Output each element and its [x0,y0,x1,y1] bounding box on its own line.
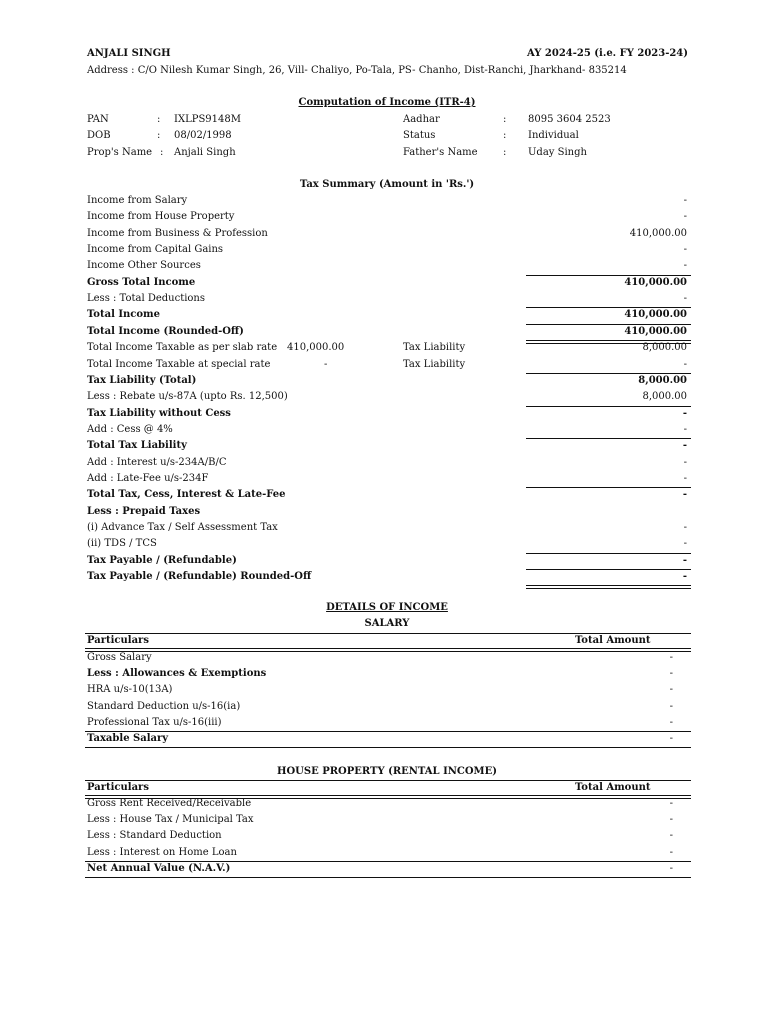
summary-row-value: - [683,423,687,435]
summary-row-value: - [682,440,687,452]
summary-row-value: - [682,407,687,419]
table-row-label: Professional Tax u/s-16(iii) [87,716,222,728]
summary-row-value: - [682,554,687,566]
summary-row-label: Add : Late-Fee u/s-234F [87,472,209,484]
prop-name-colon: : [160,147,164,158]
summary-row-taxable-amount: - [324,358,328,370]
status-label: Status [403,130,436,141]
summary-row [87,228,687,244]
summary-row-label: Income Other Sources [87,260,201,272]
summary-row-value: - [683,456,687,468]
summary-row-label: Tax Liability without Cess [87,407,231,419]
summary-row-label: Less : Prepaid Taxes [87,505,201,517]
summary-row-value: - [683,195,687,206]
summary-row-value: - [683,293,687,305]
table-row [87,830,687,846]
table-row-label: HRA u/s-10(13A) [87,684,173,696]
summary-row [87,457,687,473]
table-row-label: Less : Interest on Home Loan [87,846,237,858]
summary-row-label: Income from Salary [87,195,188,206]
father-name-label: Father's Name [403,147,478,158]
table-row-value: - [669,700,673,712]
salary-title: SALARY [364,618,410,629]
table-row-value: - [669,668,673,680]
summary-row-label: Total Income (Rounded-Off) [87,325,244,337]
table-row-label: Standard Deduction u/s-16(ia) [87,700,241,712]
summary-row-label: Income from House Property [87,211,235,223]
table-row [87,798,687,814]
summary-row [87,342,687,358]
table-row-value: - [669,652,673,663]
summary-row-value: 410,000.00 [624,309,687,321]
tax-summary-title: Tax Summary (Amount in 'Rs.') [299,179,475,190]
assessment-year: AY 2024-25 (i.e. FY 2023-24) [527,48,688,59]
summary-row [87,489,687,505]
summary-row-label: (i) Advance Tax / Self Assessment Tax [87,522,278,533]
summary-row [87,522,687,538]
summary-row [87,506,687,522]
pan-value: IXLPS9148M [174,114,241,125]
summary-row-value: 8,000.00 [638,374,687,386]
summary-row-label: Tax Liability (Total) [87,374,197,386]
summary-row [87,211,687,227]
summary-row [87,277,687,293]
address: Address : C/O Nilesh Kumar Singh, 26, Vill- Chaliyo, Po-Tala, PS- Chanho, Dist-Ranchi, Jharkhand- 835214 [87,65,627,76]
salary-col-amount: Total Amount [575,635,651,646]
status-colon: : [503,130,507,141]
summary-row-value: 410,000.00 [624,276,687,288]
table-row-value: - [669,798,673,809]
summary-row-taxable-amount: 410,000.00 [287,342,345,354]
hp-col-amount: Total Amount [575,782,651,793]
summary-row-value: - [683,211,687,223]
pan-label: PAN [87,114,109,125]
summary-row [87,440,687,456]
summary-row-tax-liability-label: Tax Liability [403,342,466,354]
father-name-colon: : [503,147,507,158]
summary-row-value: - [683,538,687,550]
father-name-value: Uday Singh [528,147,587,158]
table-row-label: Less : Standard Deduction [87,830,222,842]
table-row-label: Less : Allowances & Exemptions [87,668,267,680]
prop-name-label: Prop's Name [87,147,153,158]
pan-colon: : [157,114,161,125]
summary-row-label: Total Income [87,309,160,321]
dob-value: 08/02/1998 [174,130,232,141]
prop-name-value: Anjali Singh [174,147,236,158]
summary-row-label: Less : Rebate u/s-87A (upto Rs. 12,500) [87,391,288,403]
aadhar-value: 8095 3604 2523 [528,114,611,125]
table-row-value: - [669,830,673,842]
table-row-value: - [669,846,673,858]
house-property-title: HOUSE PROPERTY (RENTAL INCOME) [277,766,497,777]
summary-row-label: Less : Total Deductions [87,293,206,305]
summary-row-value: 410,000.00 [624,325,687,337]
table-row [87,684,687,700]
summary-row-label: Tax Payable / (Refundable) Rounded-Off [87,571,312,583]
summary-row-label: Total Income Taxable as per slab rate [87,342,278,354]
dob-colon: : [157,130,161,141]
table-row [87,668,687,684]
summary-row-value: - [683,472,687,484]
summary-row-value: - [682,571,687,583]
table-row-label: Taxable Salary [87,733,169,744]
summary-row-label: Total Tax, Cess, Interest & Late-Fee [87,489,286,501]
table-row-value: - [669,814,673,826]
details-title: DETAILS OF INCOME [326,602,448,613]
table-row [87,701,687,717]
summary-row-value: - [683,358,687,370]
table-row [87,814,687,830]
summary-row-label: Income from Capital Gains [87,244,224,256]
summary-row-label: Income from Business & Profession [87,227,268,239]
table-row-value: - [669,862,673,874]
summary-row [87,195,687,211]
summary-row-value: 8,000.00 [642,391,687,403]
summary-row [87,408,687,424]
summary-row-label: Total Income Taxable at special rate [87,358,271,370]
summary-row-value: - [683,522,687,533]
table-row-label: Gross Salary [87,652,152,663]
summary-row-value: - [683,260,687,272]
computation-title: Computation of Income (ITR-4) [298,97,476,108]
summary-row-tax-liability-label: Tax Liability [403,358,466,370]
summary-row-value: 8,000.00 [642,342,687,354]
dob-label: DOB [87,130,111,141]
summary-row-label: Add : Interest u/s-234A/B/C [87,456,227,468]
summary-row-label: Gross Total Income [87,276,196,288]
table-row-value: - [669,733,673,744]
summary-row-label: Tax Payable / (Refundable) [87,554,237,566]
table-row-label: Net Annual Value (N.A.V.) [87,862,231,874]
summary-row-value: - [683,244,687,256]
summary-row [87,375,687,391]
aadhar-colon: : [503,114,507,125]
summary-row-label: (ii) TDS / TCS [87,538,157,550]
summary-row-value: - [682,489,687,501]
summary-row [87,244,687,260]
table-row-label: Gross Rent Received/Receivable [87,798,252,809]
salary-col-particulars: Particulars [87,635,149,646]
table-row-value: - [669,716,673,728]
summary-row-label: Add : Cess @ 4% [87,423,173,435]
table-row-value: - [669,684,673,696]
summary-row-value: 410,000.00 [629,227,687,239]
table-row [87,652,687,668]
status-value: Individual [528,130,579,141]
hp-col-particulars: Particulars [87,782,149,793]
taxpayer-name: ANJALI SINGH [87,48,171,59]
table-row-label: Less : House Tax / Municipal Tax [87,814,254,826]
summary-row-label: Total Tax Liability [87,440,187,452]
aadhar-label: Aadhar [403,114,440,125]
